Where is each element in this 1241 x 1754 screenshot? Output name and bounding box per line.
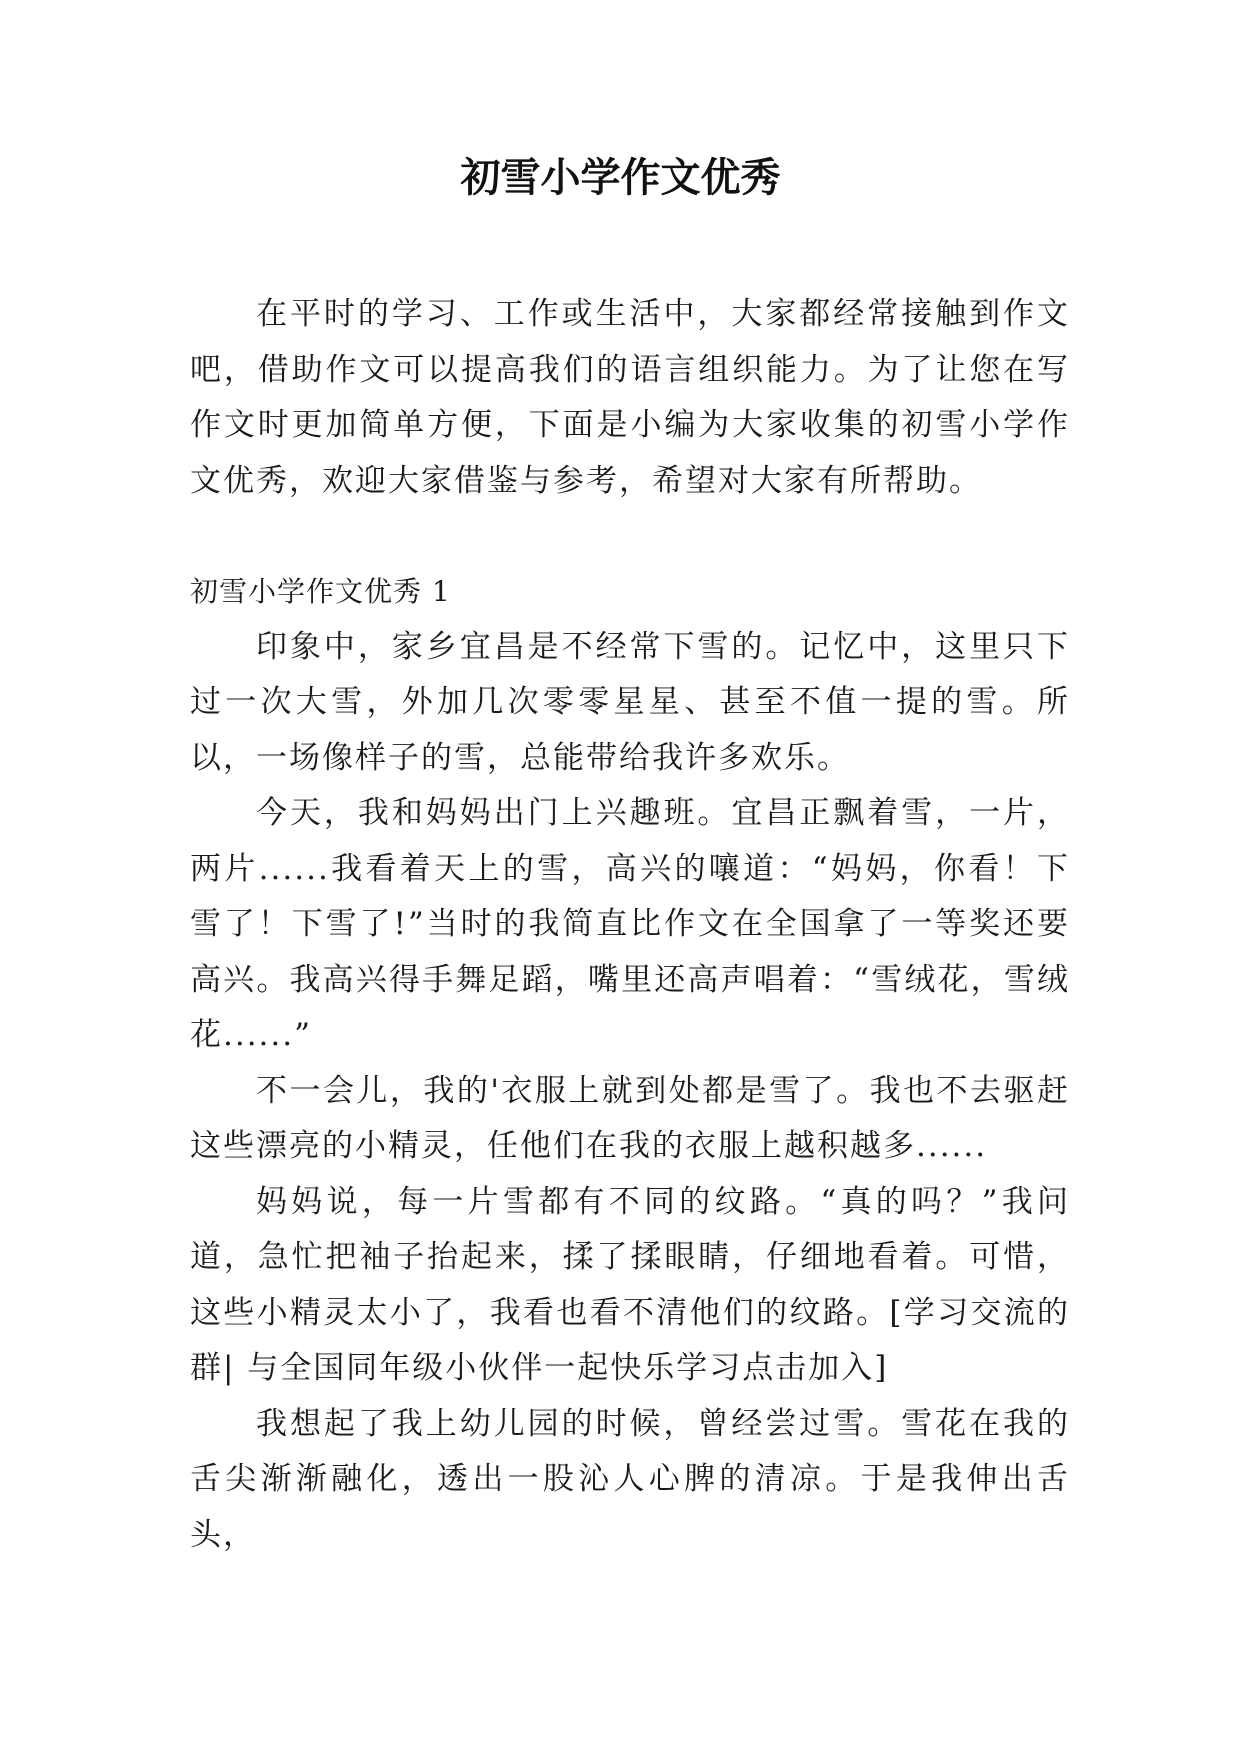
paragraph-gap: [190, 509, 1070, 564]
document-title: 初雪小学作文优秀: [460, 154, 781, 201]
body-paragraph-4: 妈妈说，每一片雪都有不同的纹路。“真的吗？”我问道，急忙把袖子抬起来，揉了揉眼睛，仔细地看着。可惜，这些小精灵太小了，我看也看不清他们的纹路。[学习交流的群| 与全国同年级小伙伴一起快乐学习点击加入]: [190, 1183, 1070, 1386]
body-paragraph-5: 我想起了我上幼儿园的时候，曾经尝过雪。雪花在我的舌尖渐渐融化，透出一股沁人心脾的清凉。于是我伸出舌头，: [190, 1405, 1070, 1553]
body-paragraph-2: 今天，我和妈妈出门上兴趣班。宜昌正飘着雪，一片，两片......我看着天上的雪，高兴的嚷道：“妈妈，你看！下雪了！下雪了!”当时的我简直比作文在全国拿了一等奖还要高兴。我高兴得手舞足蹈，嘴里还高声唱着：“雪绒花，雪绒花......”: [190, 795, 1070, 1053]
section-heading: 初雪小学作文优秀 1: [190, 575, 451, 608]
body-paragraph-1: 印象中，家乡宜昌是不经常下雪的。记忆中，这里只下过一次大雪，外加几次零零星星、甚至不值一提的雪。所以，一场像样子的雪，总能带给我许多欢乐。: [190, 628, 1070, 776]
document-body: [190, 287, 1070, 1563]
body-paragraph-3: 不一会儿，我的'衣服上就到处都是雪了。我也不去驱赶这些漂亮的小精灵，任他们在我的衣服上越积越多......: [190, 1072, 1070, 1164]
intro-paragraph: 在平时的学习、工作或生活中，大家都经常接触到作文吧，借助作文可以提高我们的语言组织能力。为了让您在写作文时更加简单方便，下面是小编为大家收集的初雪小学作文优秀，欢迎大家借鉴与参考，希望对大家有所帮助。: [190, 296, 1070, 499]
